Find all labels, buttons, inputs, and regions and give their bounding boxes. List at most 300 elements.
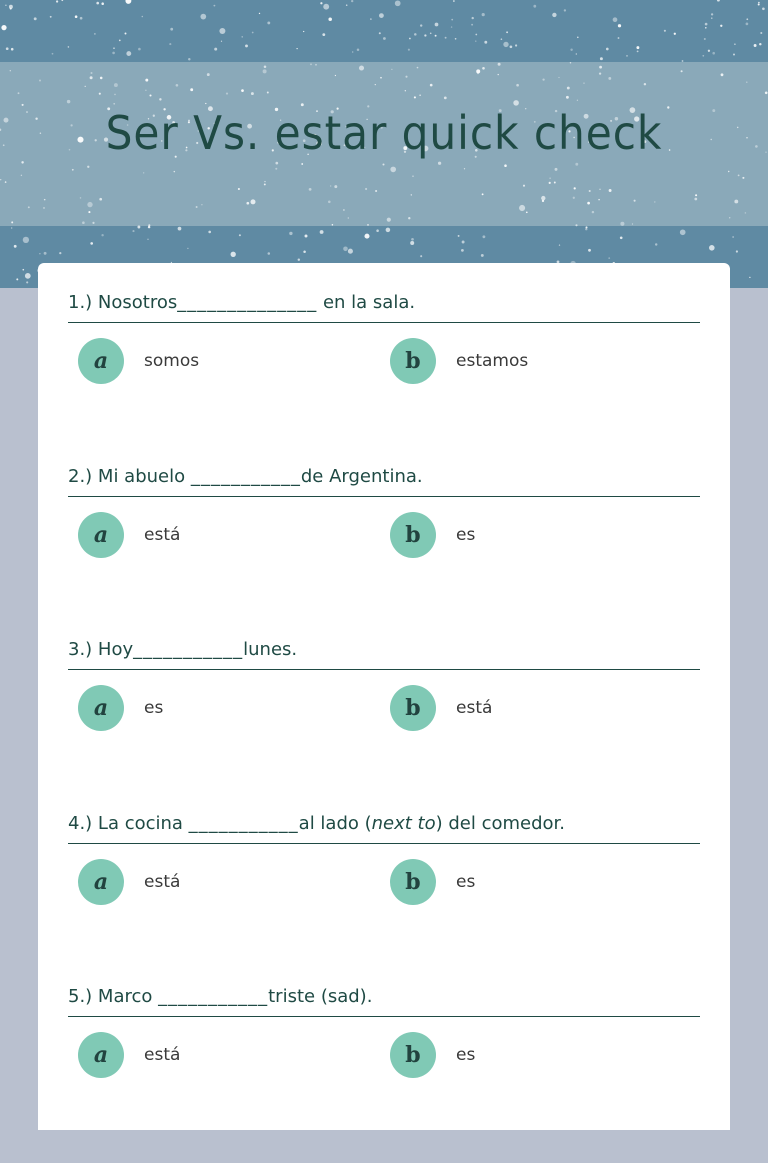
snowflake-dot — [608, 77, 611, 80]
snowflake-dot — [577, 37, 579, 39]
snowflake-dot — [132, 230, 134, 232]
snowflake-dot — [346, 4, 348, 6]
snowflake-dot — [11, 227, 12, 228]
snowflake-dot — [16, 278, 18, 280]
snowflake-dot — [44, 199, 46, 201]
question-text — [68, 982, 700, 1017]
snowflake-dot — [301, 163, 303, 165]
option-letter-badge: a — [78, 512, 124, 558]
snowflake-dot — [298, 258, 300, 260]
option-label: está — [144, 872, 181, 892]
snowflake-dot — [125, 33, 127, 35]
page-title: Ser Vs. estar quick check — [105, 106, 663, 160]
snowflake-dot — [420, 255, 422, 257]
snowflake-dot — [357, 48, 360, 51]
snowflake-dot — [498, 63, 501, 66]
question-prompt-end: lunes. — [243, 639, 298, 660]
snowflake-dot — [370, 18, 371, 19]
snowflake-dot — [59, 252, 61, 254]
question-prompt: 1.) Nosotros — [68, 292, 178, 313]
snowflake-dot — [174, 171, 175, 172]
option-letter-badge: a — [78, 685, 124, 731]
snowflake-dot — [420, 24, 422, 26]
snowflake-dot — [708, 50, 710, 52]
snowflake-dot — [575, 163, 578, 166]
snowflake-dot — [322, 33, 325, 36]
option-label: es — [144, 698, 164, 718]
snowflake-dot — [599, 66, 602, 69]
snowflake-dot — [376, 229, 379, 232]
snowflake-dot — [746, 137, 747, 138]
snowflake-dot — [419, 94, 420, 95]
snowflake-dot — [148, 224, 150, 226]
snowflake-dot — [573, 197, 575, 199]
question-text — [68, 462, 700, 497]
question-text — [68, 635, 700, 670]
snowflake-dot — [26, 111, 28, 113]
snowflake-dot — [143, 172, 144, 173]
snowflake-dot — [264, 181, 265, 182]
snowflake-dot — [26, 281, 28, 283]
snowflake-dot — [196, 206, 198, 208]
snowflake-dot — [379, 32, 381, 34]
snowflake-dot — [114, 83, 118, 87]
snowflake-dot — [0, 129, 1, 132]
snowflake-dot — [87, 166, 89, 168]
snowflake-dot — [190, 88, 193, 91]
option-a[interactable] — [78, 685, 163, 731]
snowflake-dot — [138, 48, 141, 51]
snowflake-dot — [359, 65, 364, 70]
snowflake-dot — [585, 226, 587, 228]
snowflake-dot — [23, 237, 29, 243]
snowflake-dot — [82, 221, 85, 224]
snowflake-dot — [445, 37, 447, 39]
answer-blank: ___________ — [188, 813, 299, 834]
snowflake-dot — [241, 89, 244, 92]
snowflake-dot — [471, 24, 473, 26]
snowflake-dot — [28, 206, 30, 208]
snowflake-dot — [208, 231, 211, 234]
option-letter-badge: a — [78, 859, 124, 905]
option-b[interactable] — [390, 512, 475, 558]
snowflake-dot — [11, 48, 14, 51]
snowflake-dot — [137, 226, 140, 229]
snowflake-dot — [504, 164, 507, 167]
snowflake-dot — [554, 182, 556, 184]
snowflake-dot — [275, 162, 278, 165]
snowflake-dot — [201, 204, 202, 205]
snowflake-dot — [94, 33, 96, 35]
snowflake-dot — [205, 103, 206, 104]
snowflake-dot — [14, 245, 17, 248]
snowflake-dot — [464, 168, 465, 169]
snowflake-dot — [303, 251, 306, 254]
option-letter-badge: b — [390, 859, 436, 905]
snowflake-dot — [303, 31, 304, 32]
option-b[interactable] — [390, 859, 475, 905]
snowflake-dot — [745, 212, 747, 214]
question-prompt-end: triste (sad). — [268, 986, 373, 1007]
snowflake-dot — [411, 194, 412, 195]
snowflake-dot — [200, 14, 206, 20]
snowflake-dot — [484, 41, 487, 44]
snowflake-dot — [214, 48, 217, 51]
snowflake-dot — [408, 49, 410, 51]
snowflake-dot — [310, 63, 312, 65]
snowflake-dot — [275, 168, 277, 170]
snowflake-dot — [0, 179, 1, 180]
snowflake-dot — [251, 199, 256, 204]
snowflake-dot — [219, 28, 225, 34]
snowflake-dot — [379, 13, 384, 18]
option-letter-badge: a — [78, 338, 124, 384]
snowflake-dot — [477, 72, 479, 74]
question-prompt-end: de Argentina. — [300, 466, 423, 487]
snowflake-dot — [149, 94, 151, 96]
snowflake-dot — [758, 2, 760, 4]
snowflake-dot — [583, 82, 584, 83]
snowflake-dot — [738, 175, 740, 177]
snowflake-dot — [90, 76, 93, 79]
snowflake-dot — [405, 90, 406, 91]
snowflake-dot — [414, 33, 417, 36]
question-prompt: 2.) Mi abuelo — [68, 466, 191, 487]
snowflake-dot — [711, 13, 713, 15]
option-a[interactable] — [78, 859, 180, 905]
snowflake-dot — [39, 79, 41, 81]
snowflake-dot — [599, 189, 600, 190]
option-label: estamos — [456, 351, 529, 371]
snowflake-dot — [101, 2, 104, 5]
snowflake-dot — [618, 24, 621, 27]
snowflake-dot — [705, 23, 708, 26]
snowflake-dot — [542, 78, 544, 80]
question-5 — [68, 982, 700, 1087]
option-b[interactable] — [390, 338, 528, 384]
snowflake-dot — [765, 151, 767, 153]
snowflake-dot — [72, 169, 74, 171]
snowflake-dot — [178, 227, 182, 231]
option-letter-badge: b — [390, 338, 436, 384]
snowflake-dot — [4, 118, 9, 123]
options-row — [68, 854, 700, 914]
snowflake-dot — [599, 72, 601, 74]
option-a[interactable] — [78, 1032, 180, 1078]
snowflake-dot — [694, 198, 697, 201]
snowflake-dot — [246, 202, 249, 205]
snowflake-dot — [320, 2, 322, 4]
snowflake-dot — [170, 28, 173, 31]
snowflake-dot — [367, 224, 369, 226]
snowflake-dot — [1, 25, 6, 30]
snowflake-dot — [705, 27, 707, 29]
snowflake-dot — [56, 0, 58, 2]
snowflake-dot — [608, 257, 610, 259]
snowflake-dot — [746, 23, 749, 26]
snowflake-dot — [566, 96, 569, 99]
snowflake-dot — [702, 55, 704, 57]
snowflake-dot — [207, 73, 210, 76]
snowflake-dot — [564, 9, 566, 11]
question-text — [68, 809, 700, 844]
snowflake-dot — [461, 249, 464, 252]
snowflake-dot — [552, 13, 556, 17]
snowflake-dot — [746, 18, 748, 20]
snowflake-dot — [25, 273, 31, 279]
snowflake-dot — [424, 34, 426, 36]
snowflake-dot — [231, 252, 236, 257]
snowflake-dot — [541, 196, 545, 200]
snowflake-dot — [238, 188, 240, 190]
option-a[interactable] — [78, 338, 199, 384]
snowflake-dot — [755, 145, 758, 148]
snowflake-dot — [574, 187, 576, 189]
option-label: es — [456, 525, 476, 545]
snowflake-dot — [712, 52, 715, 55]
snowflake-dot — [213, 5, 215, 7]
snowflake-dot — [221, 41, 222, 42]
snowflake-dot — [482, 13, 485, 16]
snowflake-dot — [515, 44, 517, 46]
snowflake-dot — [3, 144, 5, 146]
snowflake-dot — [516, 84, 519, 87]
snowflake-dot — [681, 70, 683, 72]
snowflake-dot — [252, 32, 254, 34]
question-prompt-end: al lado ( — [298, 813, 372, 834]
snowflake-dot — [119, 40, 121, 42]
option-label: está — [456, 698, 493, 718]
snowflake-dot — [742, 177, 744, 179]
snowflake-dot — [188, 58, 190, 60]
snowflake-dot — [226, 93, 228, 95]
snowflake-dot — [75, 15, 78, 18]
snowflake-dot — [759, 43, 761, 45]
snowflake-dot — [187, 248, 188, 249]
snowflake-dot — [475, 34, 477, 36]
snowflake-dot — [67, 100, 70, 103]
snowflake-dot — [43, 207, 44, 208]
snowflake-dot — [267, 92, 269, 94]
snowflake-dot — [412, 176, 413, 177]
snowflake-dot — [296, 48, 297, 49]
option-b[interactable] — [390, 685, 492, 731]
snowflake-dot — [589, 190, 591, 192]
snowflake-dot — [387, 218, 391, 222]
snowflake-dot — [365, 188, 367, 190]
snowflake-dot — [444, 97, 447, 100]
option-label: es — [456, 1045, 476, 1065]
snowflake-dot — [375, 190, 377, 192]
snowflake-dot — [430, 32, 432, 34]
snowflake-dot — [87, 202, 92, 207]
snowflake-dot — [251, 92, 254, 95]
snowflake-dot — [126, 51, 131, 56]
snowflake-dot — [96, 2, 99, 5]
snowflake-dot — [264, 65, 267, 68]
snowflake-dot — [18, 92, 20, 94]
snowflake-dot — [364, 234, 369, 239]
question-3 — [68, 635, 700, 740]
snowflake-dot — [268, 252, 271, 255]
snowflake-dot — [720, 25, 722, 27]
snowflake-dot — [472, 17, 474, 19]
snowflake-dot — [762, 7, 765, 10]
snowflake-dot — [92, 222, 94, 224]
snowflake-dot — [682, 60, 684, 62]
snowflake-dot — [513, 100, 519, 106]
question-2 — [68, 462, 700, 567]
snowflake-dot — [506, 31, 508, 33]
snowflake-dot — [736, 250, 738, 252]
snowflake-dot — [482, 235, 485, 238]
snowflake-dot — [453, 0, 455, 2]
snowflake-dot — [664, 30, 666, 32]
snowflake-dot — [721, 73, 724, 76]
snowflake-dot — [169, 43, 171, 45]
snowflake-dot — [549, 178, 550, 179]
snowflake-dot — [570, 48, 572, 50]
snowflake-dot — [309, 188, 312, 191]
snowflake-dot — [498, 74, 499, 75]
option-letter-badge: b — [390, 512, 436, 558]
snowflake-dot — [734, 43, 736, 45]
question-prompt: 5.) Marco — [68, 986, 159, 1007]
snowflake-dot — [113, 103, 115, 105]
snowflake-dot — [458, 235, 460, 237]
snowflake-dot — [334, 185, 337, 188]
snowflake-dot — [50, 16, 52, 18]
snowflake-dot — [620, 222, 624, 226]
snowflake-dot — [526, 211, 528, 213]
answer-blank: ___________ — [158, 986, 269, 1007]
snowflake-dot — [620, 236, 623, 239]
snowflake-dot — [52, 53, 54, 55]
snowflake-dot — [482, 67, 485, 70]
snowflake-dot — [382, 163, 384, 165]
snowflake-dot — [44, 252, 47, 255]
snowflake-dot — [519, 205, 525, 211]
option-letter-badge: b — [390, 685, 436, 731]
snowflake-dot — [391, 69, 392, 70]
snowflake-dot — [410, 241, 414, 245]
snowflake-dot — [728, 171, 729, 172]
snowflake-dot — [555, 168, 558, 171]
snowflake-dot — [475, 40, 476, 41]
question-prompt-end: en la sala. — [317, 292, 416, 313]
snowflake-dot — [405, 76, 407, 78]
snowflake-dot — [22, 104, 24, 106]
snowflake-dot — [609, 189, 612, 192]
snowflake-dot — [242, 36, 243, 37]
snowflake-dot — [85, 86, 86, 87]
snowflake-dot — [749, 277, 750, 278]
snowflake-dot — [61, 0, 63, 1]
answer-blank: ______________ — [177, 292, 318, 313]
snowflake-dot — [245, 44, 248, 47]
snowflake-dot — [760, 32, 762, 34]
snowflake-dot — [559, 244, 560, 245]
snowflake-dot — [709, 245, 715, 251]
snowflake-dot — [435, 23, 439, 27]
snowflake-dot — [386, 228, 391, 233]
snowflake-dot — [343, 209, 345, 211]
snowflake-dot — [758, 3, 760, 5]
question-4 — [68, 809, 700, 914]
snowflake-dot — [704, 38, 706, 40]
snowflake-dot — [22, 269, 24, 271]
snowflake-dot — [348, 249, 353, 254]
snowflake-dot — [588, 249, 591, 252]
options-row — [68, 507, 700, 567]
snowflake-dot — [305, 235, 308, 238]
options-row — [68, 680, 700, 740]
snowflake-dot — [717, 0, 720, 2]
snowflake-dot — [330, 185, 331, 186]
snowflake-dot — [592, 211, 594, 213]
snowflake-dot — [112, 52, 115, 55]
question-1 — [68, 288, 700, 393]
options-row — [68, 333, 700, 393]
snowflake-dot — [145, 90, 146, 91]
snowflake-dot — [328, 201, 331, 204]
snowflake-dot — [68, 46, 70, 48]
snowflake-dot — [654, 201, 655, 202]
option-letter-badge: a — [78, 1032, 124, 1078]
snowflake-dot — [21, 161, 23, 163]
snowflake-dot — [39, 253, 40, 254]
snowflake-dot — [10, 70, 11, 71]
snowflake-dot — [348, 217, 349, 218]
snowflake-dot — [732, 236, 733, 237]
snowflake-dot — [481, 254, 484, 257]
snowflake-dot — [711, 17, 712, 18]
snowflake-dot — [343, 246, 348, 251]
snowflake-dot — [558, 77, 559, 78]
option-label: está — [144, 1045, 181, 1065]
snowflake-dot — [5, 4, 7, 6]
answer-blank: ___________ — [133, 639, 244, 660]
snowflake-dot — [90, 242, 93, 245]
snowflake-dot — [414, 96, 416, 98]
snowflake-dot — [634, 200, 636, 202]
snowflake-dot — [125, 0, 131, 4]
snowflake-dot — [636, 46, 639, 49]
snowflake-dot — [328, 18, 332, 22]
option-b[interactable] — [390, 1032, 475, 1078]
snowflake-dot — [606, 48, 609, 51]
snowflake-dot — [267, 21, 270, 24]
snowflake-dot — [435, 35, 437, 37]
snowflake-dot — [147, 239, 148, 240]
snowflake-dot — [510, 45, 513, 48]
snowflake-dot — [746, 82, 747, 83]
header-banner — [0, 0, 768, 288]
snowflake-dot — [289, 232, 292, 235]
snowflake-dot — [332, 224, 334, 226]
snowflake-dot — [577, 100, 578, 101]
snowflake-dot — [335, 75, 336, 76]
snowflake-dot — [21, 175, 22, 176]
snowflake-dot — [576, 53, 577, 54]
snowflake-dot — [408, 217, 410, 219]
question-prompt: 4.) La cocina — [68, 813, 189, 834]
snowflake-dot — [176, 84, 179, 87]
snowflake-dot — [239, 234, 241, 236]
snowflake-dot — [729, 217, 730, 218]
option-a[interactable] — [78, 512, 180, 558]
snowflake-dot — [323, 4, 329, 10]
